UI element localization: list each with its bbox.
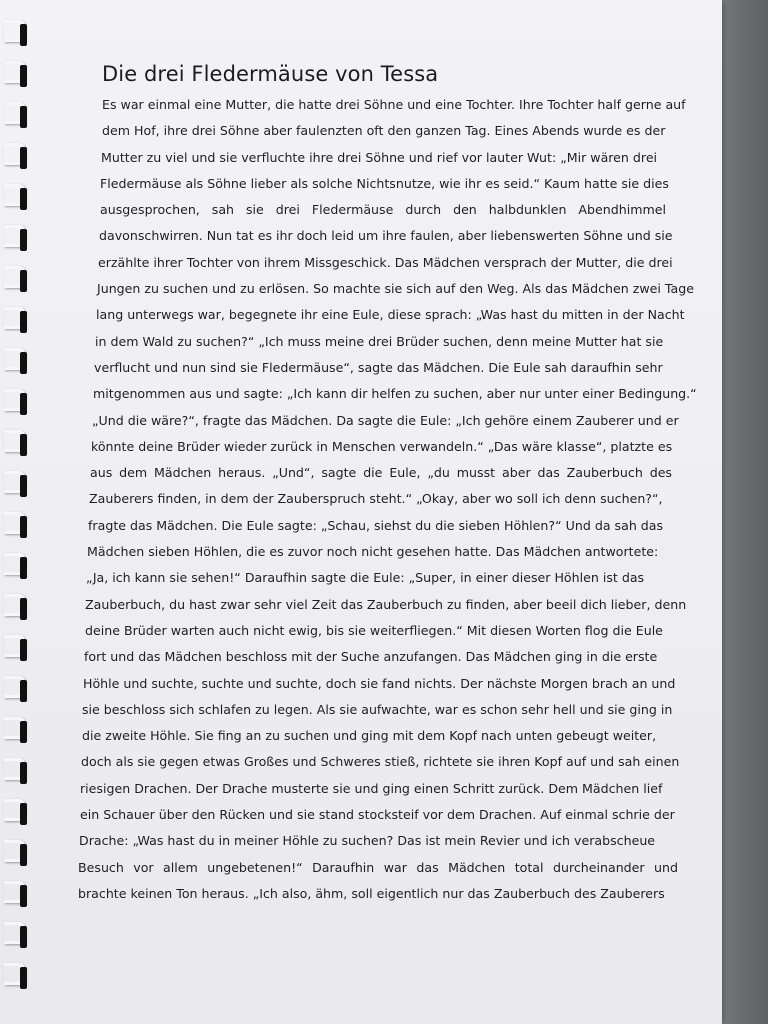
text-line: Jungen zu suchen und zu erlösen. So machte sie sich auf den Weg. Als das Mädchen zwei Tage — [97, 281, 694, 297]
text-line: doch als sie gegen etwas Großes und Schweres stieß, richtete sie ihren Kopf auf und sah einen — [81, 754, 680, 770]
punch-hole — [20, 598, 27, 620]
text-line: Zauberers finden, in dem der Zauberspruch steht.“ „Okay, aber wo soll ich denn suchen?“, — [89, 491, 663, 507]
text-line: lang unterwegs war, begegnete ihr eine Eule, diese sprach: „Was hast du mitten in der Nacht — [96, 307, 685, 323]
punch-hole — [20, 352, 27, 374]
text-line: „Ja, ich kann sie sehen!“ Daraufhin sagte die Eule: „Super, in einer dieser Höhlen ist das — [86, 570, 645, 586]
text-line: verflucht und nun sind sie Fledermäuse“, sagte das Mädchen. Die Eule sah daraufhin sehr — [94, 359, 663, 375]
punch-hole — [20, 844, 27, 866]
punch-hole — [20, 434, 27, 456]
text-line: ein Schauer über den Rücken und sie stand stocksteif vor dem Drachen. Auf einmal schrie der — [80, 807, 675, 823]
text-line: Fledermäuse als Söhne lieber als solche Nichtsnutze, wie ihr es seid.“ Kaum hatte sie dies — [100, 175, 669, 191]
spiral-binding — [0, 0, 38, 1024]
punch-hole — [20, 475, 27, 497]
text-line: riesigen Drachen. Der Drache musterte sie und ging einen Schritt zurück. Dem Mädchen lief — [80, 780, 663, 796]
punch-hole — [20, 680, 27, 702]
punch-hole — [20, 65, 27, 87]
text-line: Mädchen sieben Höhlen, die es zuvor noch nicht gesehen hatte. Das Mädchen antwortete: — [87, 544, 659, 560]
text-line: erzählte ihrer Tochter von ihrem Missgeschick. Das Mädchen versprach der Mutter, die drei — [98, 254, 673, 270]
punch-hole — [20, 926, 27, 948]
punch-hole — [20, 24, 27, 46]
punch-hole — [20, 967, 27, 989]
text-line: deine Brüder warten auch nicht ewig, bis sie weiterfliegen.“ Mit diesen Worten flog die Eule — [85, 622, 663, 638]
punch-hole — [20, 229, 27, 251]
text-line: „Und die wäre?“, fragte das Mädchen. Da sagte die Eule: „Ich gehöre einem Zauberer und er — [92, 412, 679, 428]
punch-hole — [20, 516, 27, 538]
punch-hole — [20, 762, 27, 784]
text-line: Drache: „Was hast du in meiner Höhle zu suchen? Das ist mein Revier und ich verabscheue — [79, 833, 656, 849]
text-line: Besuch vor allem ungebetenen!“ Daraufhin war das Mädchen total durcheinander und — [78, 859, 678, 875]
text-line: sie beschloss sich schlafen zu legen. Als sie aufwachte, war es schon sehr hell und sie ging in — [82, 701, 673, 717]
punch-hole — [20, 721, 27, 743]
punch-hole — [20, 188, 27, 210]
punch-hole — [20, 147, 27, 169]
story-body — [78, 92, 697, 907]
text-line: mitgenommen aus und sagte: „Ich kann dir helfen zu suchen, aber nur unter einer Bedingung.“ — [93, 386, 697, 402]
text-line: Mutter zu viel und sie verfluchte ihre drei Söhne und rief vor lauter Wut: „Mir wären drei — [101, 149, 658, 165]
story-title: Die drei Fledermäuse von Tessa — [102, 62, 439, 86]
text-line: fragte das Mädchen. Die Eule sagte: „Schau, siehst du die sieben Höhlen?“ Und da sah das — [88, 517, 664, 533]
punch-hole — [20, 270, 27, 292]
text-line: Zauberbuch, du hast zwar sehr viel Zeit das Zauberbuch zu finden, aber beeil dich lieber, denn — [85, 596, 687, 612]
text-line: Höhle und suchte, suchte und suchte, doch sie fand nichts. Der nächste Morgen brach an und — [83, 675, 676, 691]
text-line: aus dem Mädchen heraus. „Und“, sagte die Eule, „du musst aber das Zauberbuch des — [90, 465, 672, 481]
punch-hole — [20, 393, 27, 415]
punch-hole — [20, 311, 27, 333]
text-line: davonschwirren. Nun tat es ihr doch leid um ihre faulen, aber liebenswerten Söhne und sie — [99, 228, 673, 244]
page-content — [78, 62, 697, 907]
punch-hole — [20, 885, 27, 907]
text-line: Es war einmal eine Mutter, die hatte drei Söhne und eine Tochter. Ihre Tochter half gerne auf — [102, 97, 686, 112]
text-line: brachte keinen Ton heraus. „Ich also, ähm, soll eigentlich nur das Zauberbuch des Zauberers — [78, 885, 665, 901]
text-line: fort und das Mädchen beschloss mit der Suche anzufangen. Das Mädchen ging in die erste — [84, 649, 658, 665]
text-line: die zweite Höhle. Sie fing an zu suchen und ging mit dem Kopf nach unten gebeugt weiter, — [82, 728, 657, 744]
text-line: könnte deine Brüder wieder zurück in Menschen verwandeln.“ „Das wäre klasse“, platzte es — [91, 438, 673, 454]
text-line: dem Hof, ihre drei Söhne aber faulenzten oft den ganzen Tag. Eines Abends wurde es der — [102, 123, 666, 139]
punch-hole — [20, 803, 27, 825]
text-line: in dem Wald zu suchen?“ „Ich muss meine drei Brüder suchen, denn meine Mutter hat sie — [95, 333, 664, 349]
punch-hole — [20, 557, 27, 579]
punch-hole — [20, 639, 27, 661]
punch-hole — [20, 106, 27, 128]
text-line: ausgesprochen, sah sie drei Fledermäuse durch den halbdunklen Abendhimmel — [100, 202, 666, 218]
